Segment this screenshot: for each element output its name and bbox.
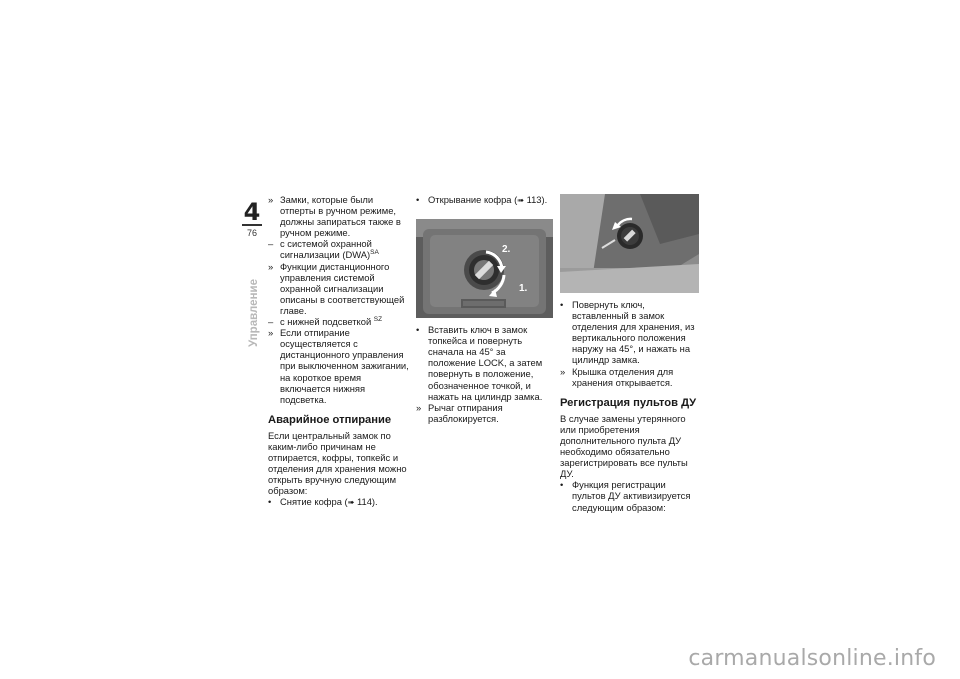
list-item <box>416 324 553 402</box>
list-item-text: Открывание кофра ( <box>428 194 518 205</box>
storage-lock-photo <box>560 194 699 293</box>
list-item-text: с нижней подсветкой <box>280 316 372 328</box>
watermark: carmanualsonline.info <box>688 646 936 671</box>
paragraph: В случае замены утерянного или приобретения дополнительного пульта ДУ необходимо обязательно зарегистрировать все пульты ДУ. <box>560 412 688 480</box>
page-reference[interactable]: 114). <box>354 496 378 508</box>
list-item-text: Вставить ключ в замок топкейса и повернуть сначала на 45° за положение LOCK, а затем повернуть в положение, обозначенное точкой, и нажать на цилиндр замка. <box>428 324 543 402</box>
list-item <box>560 366 700 388</box>
page-number: 76 <box>242 224 262 242</box>
list-item <box>268 238 411 260</box>
list-item <box>416 194 553 206</box>
list-item-text: Функция регистрации пультов ДУ активизируется следующим образом: <box>572 479 691 513</box>
list-marker: » <box>268 327 274 339</box>
list-item <box>560 479 700 512</box>
list-item-text: Если отпирание осуществляется с дистанционного управления при выключенном зажигании, на короткое время включается нижняя подсветка. <box>280 327 409 405</box>
list-marker: • <box>416 194 420 205</box>
equipment-code: SZ <box>373 316 383 324</box>
list-item-text: Повернуть ключ, вставленный в замок отделения для хранения, из вертикального положения наружу на 45°, и нажать на цилиндр замка. <box>572 299 695 366</box>
list-marker: » <box>560 365 566 377</box>
section-label: Управление <box>248 279 260 347</box>
list-marker: – <box>268 238 274 250</box>
page-reference[interactable]: 113). <box>523 194 548 205</box>
list-item <box>268 496 411 508</box>
list-marker: • <box>416 324 420 336</box>
topcase-lock-photo <box>416 219 553 318</box>
column-1 <box>268 194 411 508</box>
list-item-text: Замки, которые были отперты в ручном режиме, должны запираться также в ручном режиме. <box>280 194 401 239</box>
page-reference-arrow-icon: ➠ <box>517 196 524 205</box>
figure-label: 1. <box>519 283 528 295</box>
figure-label: 2. <box>502 244 511 256</box>
list-item <box>560 299 700 366</box>
page-reference-arrow-icon: ➠ <box>347 498 355 508</box>
section-heading: Аварийное отпирание <box>268 413 392 426</box>
list-item-text: с системой охранной сигнализации (DWA) <box>280 238 372 261</box>
column-3 <box>560 194 700 513</box>
paragraph: Если центральный замок по каким-либо причинам не отпирается, кофры, топкейс и отделения для хранения можно открыть вручную следующим образом: <box>268 429 407 497</box>
equipment-code: SA <box>370 249 379 257</box>
column-2 <box>416 194 553 424</box>
list-item-text: Рычаг отпирания разблокируется. <box>428 401 503 424</box>
list-item <box>268 194 411 238</box>
list-marker: » <box>268 260 274 272</box>
list-marker: • <box>560 479 564 491</box>
list-item <box>268 261 411 316</box>
list-marker: » <box>268 194 274 205</box>
list-item <box>268 316 411 327</box>
list-item-text: Крышка отделения для хранения открывается. <box>572 365 674 388</box>
list-marker: – <box>268 316 274 328</box>
list-marker: » <box>416 401 422 413</box>
list-item-text: Функции дистанционного управления системой охранной сигнализации описаны в соответствующей главе. <box>280 260 405 316</box>
chapter-number: 4 <box>243 198 261 226</box>
list-item <box>416 402 553 424</box>
list-item-text: Снятие кофра ( <box>280 496 348 508</box>
list-marker: • <box>560 299 564 310</box>
section-heading: Регистрация пультов ДУ <box>560 396 697 409</box>
list-marker: • <box>268 496 272 508</box>
list-item <box>268 327 411 405</box>
